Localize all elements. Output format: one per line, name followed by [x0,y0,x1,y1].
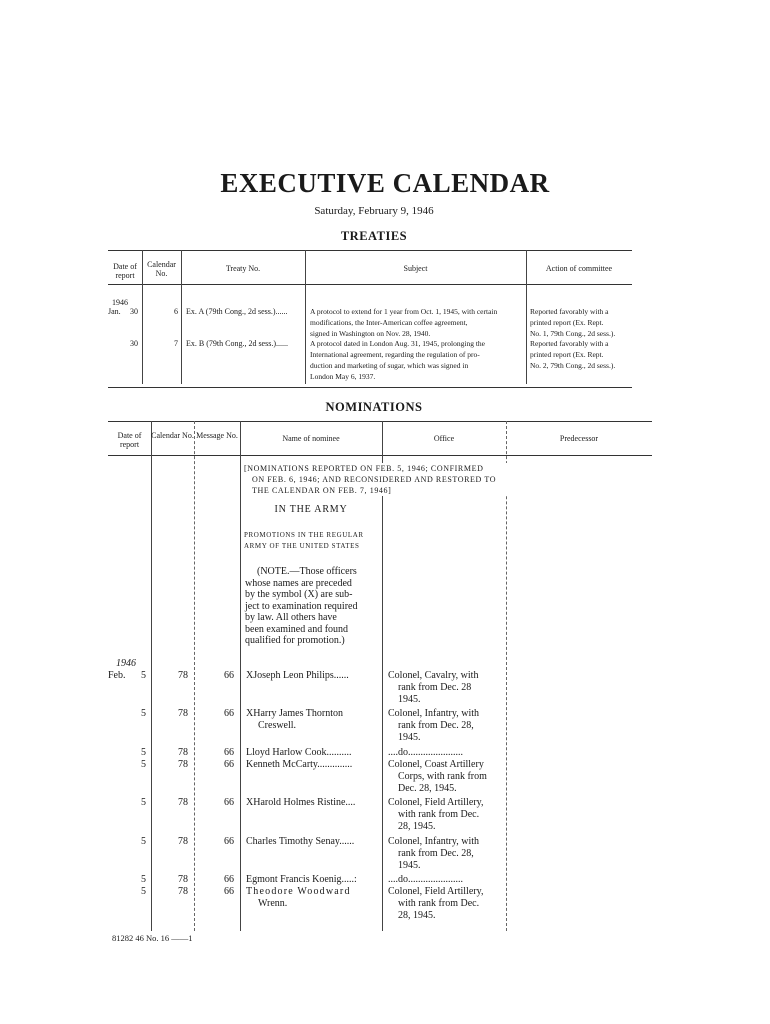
nominations-header-date: Date of report [117,431,142,449]
nominations-bracket-notice: [NOMINATIONS REPORTED ON FEB. 5, 1946; CONFIRMED ON FEB. 6, 1946; AND RECONSIDERED AND RESTORED TO THE CALENDAR ON FEB. 7, 1946] [244,463,510,496]
treaty-row-1-calendar: 6 [174,307,178,316]
treaty-row-2-day: 30 [130,339,138,348]
nominations-header-calendar: Calendar No. [151,431,194,440]
promotions-heading: PROMOTIONS IN THE REGULAR ARMY OF THE UNITED STATES [244,531,364,550]
calendar-title: EXECUTIVE CALENDAR [220,168,550,198]
treaty-row-2-number: Ex. B (79th Cong., 2d sess.)...... [186,339,288,348]
treaties-header-rule [108,284,632,285]
nominations-header-predecessor: Predecessor [559,434,599,443]
nominations-header-message: Message No. [196,431,238,440]
treaty-row-1-action: Reported favorably with a printed report (Ex. Rept. No. 1, 79th Cong., 2d sess.). [530,307,616,338]
treaties-bottom-rule [108,387,632,388]
nominations-header-name: Name of nominee [282,434,340,443]
treaty-row-2-action: Reported favorably with a printed report (Ex. Rept. No. 2, 79th Cong., 2d sess.). [530,339,616,370]
nominations-top-rule [108,421,652,422]
treaties-header-action: Action of committee [545,264,613,273]
army-heading: IN THE ARMY [274,504,348,515]
treaty-row-1-month: Jan. [108,307,121,316]
treaties-top-rule [108,250,632,251]
treaties-year: 1946 [112,298,128,307]
treaties-header-treaty: Treaty No. [225,264,261,273]
nominations-year: 1946 [116,658,136,669]
nominations-heading: NOMINATIONS [325,400,423,414]
treaties-header-date: Date of report [113,262,137,280]
treaty-row-1-day: 30 [130,307,138,316]
treaty-row-1-number: Ex. A (79th Cong., 2d sess.)...... [186,307,288,316]
treaty-row-2-calendar: 7 [174,339,178,348]
treaties-header-subject: Subject [403,264,428,273]
print-footer: 81282 46 No. 16 ——1 [112,933,193,943]
promotion-note: (NOTE.—Those officers whose names are preceded by the symbol (X) are sub- ject to examination required by law. All others have been examined and found qualified for promotion.) [245,566,358,646]
nominations-header-rule [108,455,652,456]
calendar-date: Saturday, February 9, 1946 [314,205,434,217]
treaties-header-calendar: Calendar No. [147,260,176,278]
treaty-row-1-subject: A protocol to extend for 1 year from Oct. 1, 1945, with certain modifications, the Inter-American coffee agreement, signed in Washington on Nov. 28, 1940. [310,307,498,338]
treaties-heading: TREATIES [340,229,408,243]
nominations-header-office: Office [433,434,455,443]
treaty-row-2-subject: A protocol dated in London Aug. 31, 1945, prolonging the International agreement, regarding the regulation of pro- duction and marketing of sugar, which was signed in London May 6, 1937. [310,339,485,381]
